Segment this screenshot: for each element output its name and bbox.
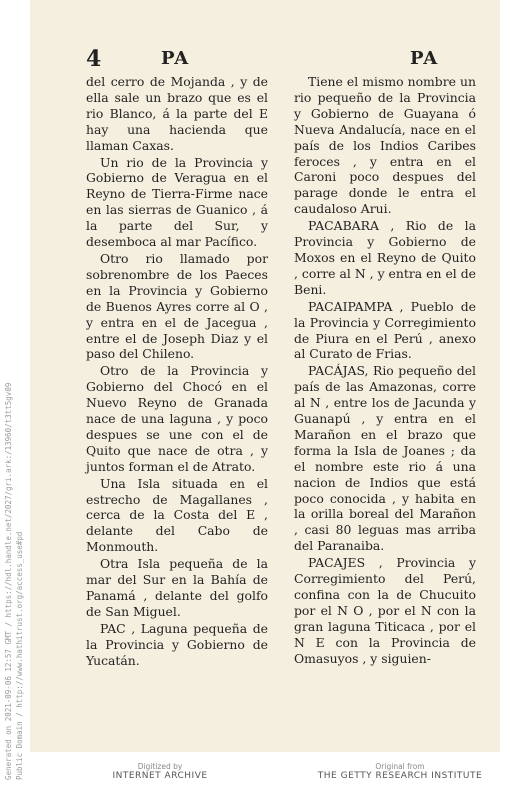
right-paragraph: Tiene el mismo nombre un rio pequeño de la Provincia y Gobierno de Guayana ó Nueva Andalucía, nace en el país de los Indios Caribes feroces , y entra en el Caroni poco despues del parage donde le entra el caudaloso Arui. <box>294 74 476 217</box>
hathitrust-side-stamp <box>3 330 25 780</box>
right-column <box>294 74 476 668</box>
left-column <box>86 74 268 670</box>
left-paragraph: Una Isla situada en el estrecho de Magallanes , cerca de la Costa del E , delante del Cabo de Monmouth. <box>86 475 268 555</box>
running-head-right: PA <box>410 48 439 69</box>
right-paragraph: PACAIPAMPA , Pueblo de la Provincia y Corregimiento de Piura en el Perú , anexo al Curato de Frias. <box>294 298 476 362</box>
running-head-left: PA <box>161 48 190 69</box>
getty-institute-label: THE GETTY RESEARCH INSTITUTE <box>317 771 483 781</box>
right-paragraph: PACÁJAS, Rio pequeño del país de las Amazonas, corre al N , entre los de Jacunda y Guanapú , y entra en el Marañon en el brazo que forma la Isla de Joanes ; da el nombre este rio á una nacion de Indios que está poco conocida , y habita en la orilla boreal del Marañon , casi 80 leguas mas arriba del Paranaiba. <box>294 363 476 554</box>
side-stamp-line-2: Public Domain / http://www.hathitrust.org/access_use#pd <box>15 531 24 780</box>
original-from-label: Original from <box>375 762 425 771</box>
internet-archive-label: INTERNET ARCHIVE <box>112 771 208 781</box>
left-paragraph: Un rio de la Provincia y Gobierno de Veragua en el Reyno de Tierra-Firme nace en las sierras de Guanico , á la parte del Sur, y desemboca al mar Pacífico. <box>86 154 268 250</box>
page-number: 4 <box>86 46 102 72</box>
left-paragraph: Otro de la Provincia y Gobierno del Chocó en el Nuevo Reyno de Granada nace de una laguna , y poco despues se une con el de Quito que nace de otra , y juntos forman el de Atrato. <box>86 363 268 474</box>
side-stamp-line-1: Generated on 2021-09-06 12:57 GMT / https://hdl.handle.net/2027/gri.ark:/13960/t3tt5gv09 <box>4 382 13 780</box>
digitized-by-credit <box>80 762 240 781</box>
right-paragraph: PACAJES , Provincia y Corregimiento del Perú, confina con la de Chucuito por el N O , por el N con la gran laguna Titicaca , por el N E con la Provincia de Omasuyos , y siguien- <box>294 555 476 666</box>
original-from-credit <box>300 762 500 781</box>
right-paragraph: PACABARA , Rio de la Provincia y Gobierno de Moxos en el Reyno de Quito , corre al N , y entra en el de Beni. <box>294 218 476 297</box>
left-paragraph: PAC , Laguna pequeña de la Provincia y Gobierno de Yucatán. <box>86 620 268 668</box>
left-paragraph: del cerro de Mojanda , y de ella sale un brazo que es el rio Blanco, á la parte del E hay una hacienda que llaman Caxas. <box>86 74 268 153</box>
left-paragraph: Otro rio llamado por sobrenombre de los Paeces en la Provincia y Gobierno de Buenos Ayres corre al O , y entra en el de Jacegua , entre el de Joseph Diaz y el paso del Chileno. <box>86 250 268 362</box>
page-header <box>58 46 492 76</box>
left-paragraph: Otra Isla pequeña de la mar del Sur en la Bahía de Panamá , delante del golfo de San Miguel. <box>86 556 268 619</box>
page-footer <box>0 762 510 800</box>
digitized-by-label: Digitized by <box>137 762 183 771</box>
